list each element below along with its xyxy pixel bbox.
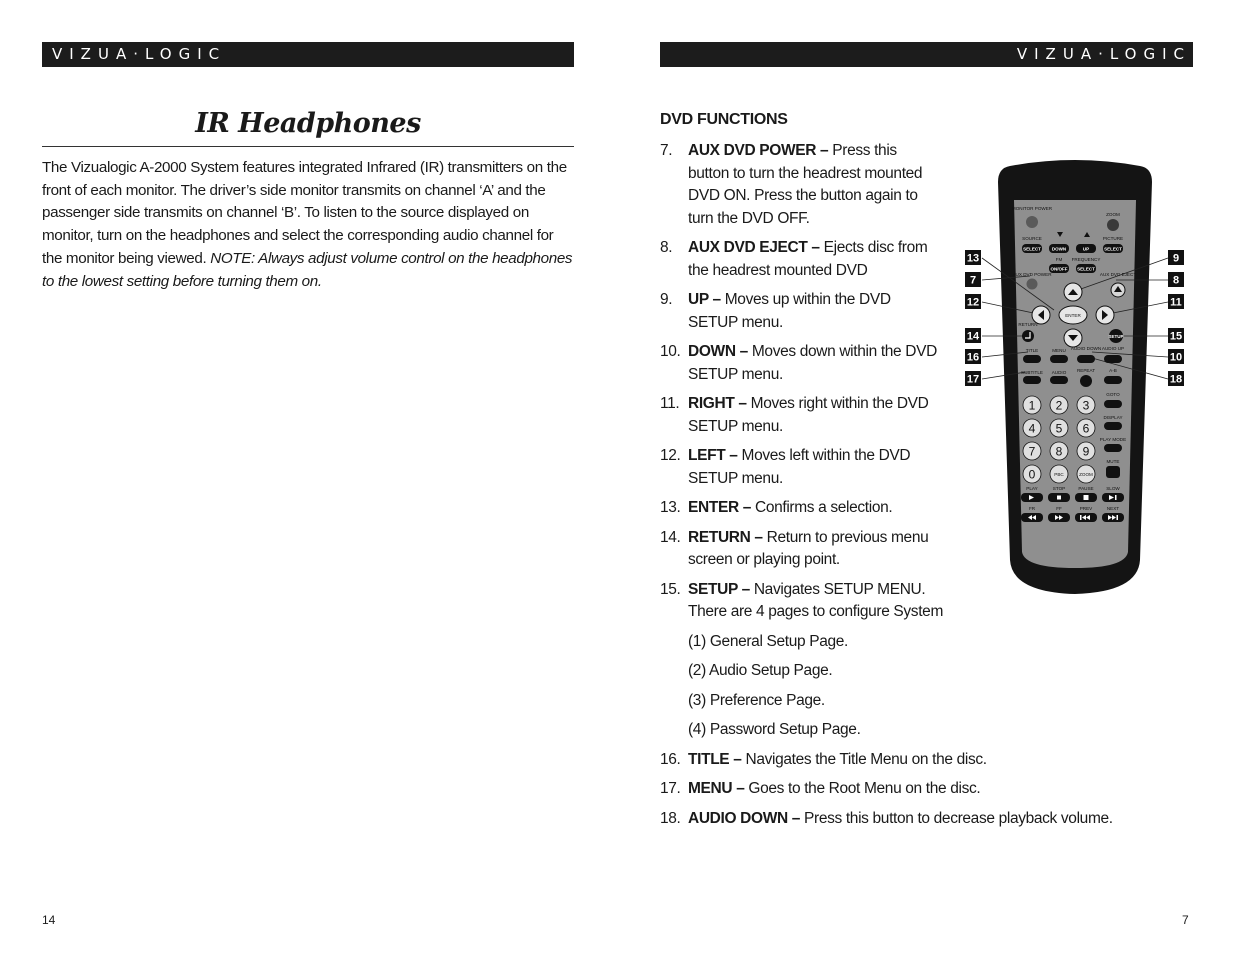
label-monitor-power: MONITOR POWER bbox=[1011, 206, 1053, 211]
label-zoom: ZOOM bbox=[1106, 212, 1120, 217]
list-item bbox=[660, 749, 1200, 772]
item-number: 11. bbox=[660, 395, 680, 412]
item-desc: Press this button to decrease playback volume. bbox=[800, 809, 1113, 827]
item-number: 18. bbox=[660, 809, 681, 827]
goto-button bbox=[1104, 400, 1122, 408]
item-number: 12. bbox=[660, 447, 681, 464]
item-term: LEFT – bbox=[688, 447, 738, 464]
list-item bbox=[660, 341, 938, 386]
list-item bbox=[660, 140, 938, 230]
label-on-off: ON/OFF bbox=[1050, 266, 1068, 272]
label-slow: SLOW bbox=[1106, 486, 1120, 491]
callout-9: 9 bbox=[1172, 252, 1180, 265]
label-repeat: REPEAT bbox=[1076, 368, 1096, 373]
label-pause: PAUSE bbox=[1078, 486, 1094, 491]
item-desc: Ejects disc from the headrest mounted DVD bbox=[688, 239, 928, 279]
label-frequency: FREQUENCY bbox=[1071, 257, 1101, 262]
label-audio-down: AUDIO DOWN bbox=[1070, 346, 1102, 351]
item-desc: Navigates the Title Menu on the disc. bbox=[741, 750, 987, 768]
audio-button bbox=[1050, 376, 1068, 384]
item-number: 9. bbox=[660, 291, 673, 308]
title-divider bbox=[42, 146, 574, 147]
remote-control-illustration bbox=[962, 160, 1188, 600]
item-term: RETURN – bbox=[688, 528, 763, 546]
item-number: 14. bbox=[660, 528, 681, 546]
item-number: 16. bbox=[660, 750, 681, 768]
digit-0-label: 0 bbox=[1028, 467, 1036, 482]
item-term: TITLE – bbox=[688, 750, 742, 768]
setup-page-item: (4) Password Setup Page. bbox=[688, 721, 861, 738]
label-aux-dvd-eject: AUX DVD EJECT bbox=[1099, 272, 1137, 277]
item-term: MENU – bbox=[688, 780, 745, 797]
label-next: NEXT bbox=[1106, 506, 1120, 511]
item-desc: Moves right within the DVD SETUP menu. bbox=[688, 395, 929, 435]
play-mode-button bbox=[1104, 444, 1122, 452]
audio-down-button bbox=[1077, 355, 1095, 363]
item-number: 7. bbox=[660, 142, 673, 159]
next-bar-icon bbox=[1117, 515, 1119, 520]
label-fm: FM bbox=[1055, 257, 1063, 262]
digit-3-label: 3 bbox=[1082, 398, 1090, 413]
display-button bbox=[1104, 422, 1122, 430]
brand-logo-right: VIZUA·LOGIC bbox=[1016, 45, 1191, 63]
label-select: SELECT bbox=[1077, 266, 1095, 272]
page-number-right: 7 bbox=[1182, 913, 1189, 927]
label-display: DISPLAY bbox=[1103, 415, 1123, 420]
callout-14: 14 bbox=[966, 330, 980, 343]
intro-note: NOTE: Always adjust volume control on the headphones to the lowest setting before turning them on. bbox=[42, 249, 573, 290]
slow-bar-icon bbox=[1115, 495, 1117, 500]
item-number: 15. bbox=[660, 580, 681, 598]
digit-5-label: 5 bbox=[1055, 421, 1063, 436]
zoom-button bbox=[1107, 219, 1119, 231]
digit-4-label: 4 bbox=[1028, 421, 1036, 436]
label-enter: ENTER bbox=[1065, 313, 1081, 318]
label-ff: FF bbox=[1056, 506, 1062, 511]
item-term: UP – bbox=[688, 291, 721, 308]
item-desc: Navigates SETUP MENU. There are 4 pages to configure System bbox=[688, 580, 944, 620]
callout-7: 7 bbox=[969, 274, 977, 287]
digit-1-label: 1 bbox=[1028, 398, 1036, 413]
list-item bbox=[660, 289, 938, 334]
section-heading: DVD FUNCTIONS bbox=[660, 111, 788, 128]
setup-page-item: (3) Preference Page. bbox=[688, 691, 825, 709]
repeat-button bbox=[1080, 375, 1092, 387]
header-bar-left bbox=[42, 42, 574, 67]
callout-18: 18 bbox=[1169, 373, 1183, 386]
label-return: RETURN bbox=[1018, 322, 1038, 327]
label-stop: STOP bbox=[1052, 486, 1066, 491]
prev-bar-icon bbox=[1080, 515, 1082, 520]
label-title: TITLE bbox=[1025, 348, 1039, 353]
label-setup: SETUP bbox=[1108, 334, 1124, 339]
page-number-left: 14 bbox=[42, 913, 56, 927]
mute-button bbox=[1106, 466, 1120, 478]
item-term: AUX DVD EJECT – bbox=[688, 239, 820, 256]
item-desc: Moves up within the DVD SETUP menu. bbox=[688, 291, 891, 331]
item-term: ENTER – bbox=[688, 499, 752, 516]
setup-page-item: (2) Audio Setup Page. bbox=[688, 662, 833, 679]
label-fr: FR bbox=[1028, 506, 1036, 511]
list-item bbox=[660, 778, 1200, 801]
digit-9-label: 9 bbox=[1082, 444, 1090, 459]
item-number: 17. bbox=[660, 780, 681, 797]
callout-17: 17 bbox=[966, 373, 980, 386]
list-item bbox=[660, 393, 938, 438]
list-item bbox=[660, 579, 944, 742]
list-item bbox=[660, 808, 1200, 831]
item-term: RIGHT – bbox=[688, 395, 747, 412]
list-item bbox=[660, 527, 938, 572]
intro-paragraph bbox=[42, 157, 577, 293]
title-button bbox=[1023, 355, 1041, 363]
aux-dvd-power-button bbox=[1027, 279, 1038, 290]
item-desc: Moves left within the DVD SETUP menu. bbox=[688, 447, 911, 487]
label-select: SELECT bbox=[1023, 246, 1041, 252]
item-number: 13. bbox=[660, 499, 681, 516]
label-audio: AUDIO bbox=[1051, 370, 1067, 375]
item-number: 10. bbox=[660, 343, 681, 360]
item-term: AUX DVD POWER – bbox=[688, 142, 829, 159]
label-mute: MUTE bbox=[1106, 459, 1120, 464]
list-item bbox=[660, 445, 938, 490]
intro-text: The Vizualogic A-2000 System features integrated Infrared (IR) transmitters on the front of each monitor. The driver’s side monitor transmits on channel ‘A’ and the passenger side transmits on channel ‘B’. To listen to the source displayed on monitor, turn on the headphones and select the corresponding audio channel for the monitor being viewed. bbox=[42, 159, 567, 267]
setup-page-item: (1) General Setup Page. bbox=[688, 632, 848, 650]
stop-icon bbox=[1057, 496, 1061, 500]
label-zoom-small: ZOOM bbox=[1079, 472, 1093, 477]
monitor-power-button bbox=[1026, 216, 1038, 228]
callout-10: 10 bbox=[1169, 351, 1183, 364]
label-a-b: A-B bbox=[1109, 368, 1117, 373]
label-picture: PICTURE bbox=[1102, 236, 1124, 241]
item-term: SETUP – bbox=[688, 580, 750, 598]
label-audio-up: AUDIO UP bbox=[1101, 346, 1125, 351]
menu-button bbox=[1050, 355, 1068, 363]
callout-15: 15 bbox=[1169, 330, 1183, 343]
label-down: DOWN bbox=[1051, 246, 1067, 252]
callout-12: 12 bbox=[966, 296, 980, 309]
label-play-mode: PLAY MODE bbox=[1099, 437, 1127, 442]
label-prev: PREV bbox=[1079, 506, 1093, 511]
item-term: DOWN – bbox=[688, 343, 748, 360]
return-button bbox=[1022, 330, 1034, 342]
label-subtitle: SUBTITLE bbox=[1021, 370, 1043, 375]
item-desc: Press this button to turn the headrest mounted DVD ON. Press the button again to turn the DVD OFF. bbox=[688, 142, 923, 227]
brand-logo-left: VIZUA·LOGIC bbox=[52, 45, 227, 63]
list-item bbox=[660, 237, 938, 282]
digit-7-label: 7 bbox=[1028, 444, 1036, 459]
item-term: AUDIO DOWN – bbox=[688, 809, 801, 827]
list-item bbox=[660, 497, 938, 520]
label-menu: MENU bbox=[1052, 348, 1066, 353]
page-title: IR Headphones bbox=[195, 108, 421, 139]
item-number: 8. bbox=[660, 239, 673, 256]
item-desc: Return to previous menu screen or playing point. bbox=[688, 528, 929, 568]
digit-8-label: 8 bbox=[1055, 444, 1063, 459]
item-desc: Goes to the Root Menu on the disc. bbox=[744, 780, 981, 797]
label-play: PLAY bbox=[1026, 486, 1038, 491]
callout-16: 16 bbox=[966, 351, 980, 364]
a-b-button bbox=[1104, 376, 1122, 384]
label-select: SELECT bbox=[1104, 246, 1122, 252]
item-desc: Confirms a selection. bbox=[751, 499, 893, 516]
callout-13: 13 bbox=[966, 252, 980, 265]
label-goto: GOTO bbox=[1106, 392, 1120, 397]
digit-6-label: 6 bbox=[1082, 421, 1090, 436]
label-up: UP bbox=[1082, 246, 1090, 252]
callout-8: 8 bbox=[1172, 274, 1180, 287]
digit-2-label: 2 bbox=[1055, 398, 1063, 413]
pause-icon bbox=[1084, 495, 1089, 500]
label-aux-dvd-power: AUX DVD POWER bbox=[1012, 272, 1052, 277]
callout-11: 11 bbox=[1170, 296, 1182, 309]
label-source: SOURCE bbox=[1022, 236, 1042, 241]
item-desc: Moves down within the DVD SETUP menu. bbox=[688, 343, 937, 383]
header-bar-right bbox=[660, 42, 1193, 67]
label-pbc: PBC bbox=[1054, 472, 1064, 477]
audio-up-button bbox=[1104, 355, 1122, 363]
subtitle-button bbox=[1023, 376, 1041, 384]
